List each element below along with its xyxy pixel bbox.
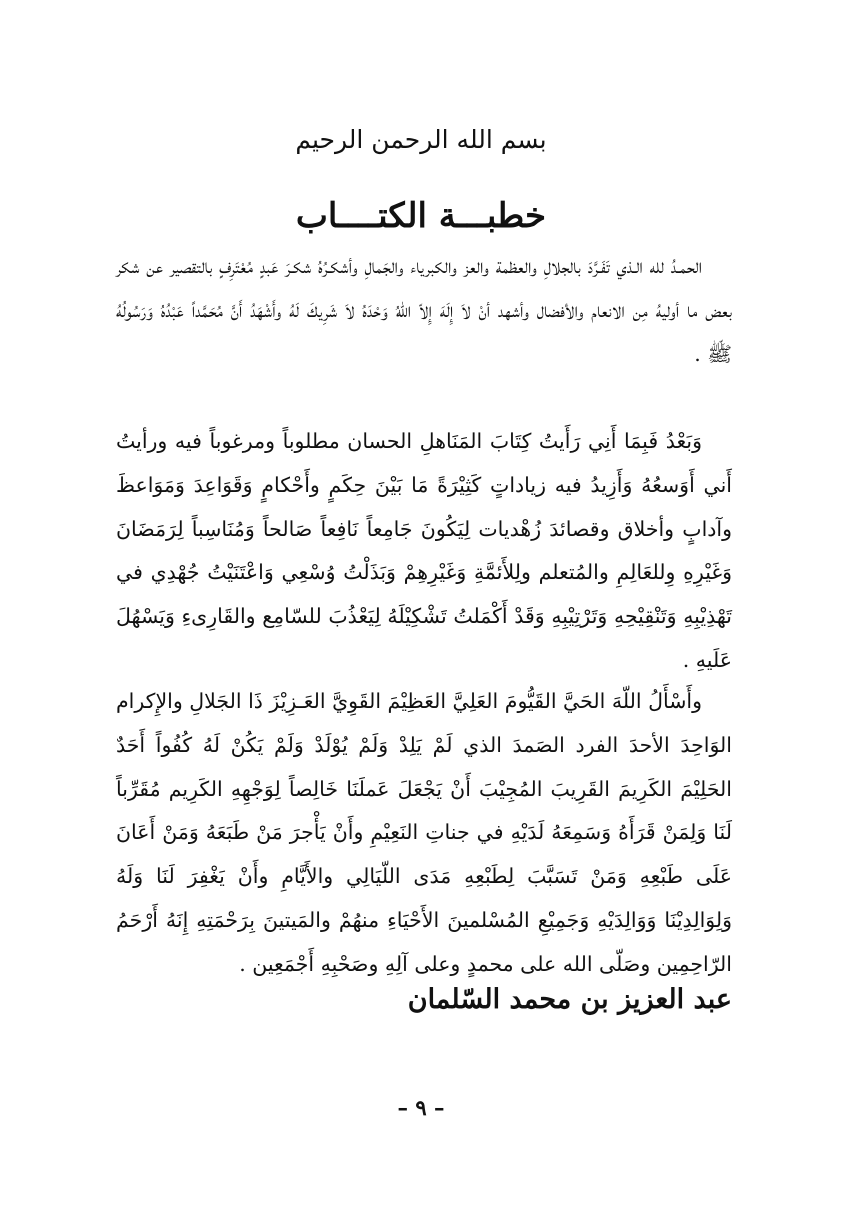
page-title: خطبـــة الكتــــاب — [295, 196, 547, 236]
paragraph-text: وَبَعْدُ فَبِمَا أَنِي رَأَيتُ كِتَابَ المَنَاهلِ الحسان مطلوباً ومرغوباً فيه ورأيتُ أَني أَوَسعُهُ وَأَزِيدُ فيه زياداتٍ كَثِيْرَةً مَا بَيْنَ حِكَمٍ وأَحْكامٍ وَقَوَاعِدَ وَمَوَاعظَ وآدابٍ وأخلاق وقصائدَ زُهْديات لِيَكُونَ جَامِعاً نَافِعاً صَالحاً وَمُنَاسِباً لِرَمَضَانَ وَغَيْرِهِ وِللعَالِمِ والمُتعلم ولِلأَئمَّةِ وَغَيْرِهِمْ وَبَذَلْتُ وُسْعِي وَاعْتَنَيْتُ جُهْدِي في تَهْذِيْبِهِ وَتَنْقِيْحِهِ وَتَرْتِيْبِهِ وَقَدْ أَكْمَلتُ تَشْكِيْلَهُ لِيَعْذُبَ للسّامِع والقَارِىءِ وَيَسْهُلَ عَلَيهِ . — [116, 429, 732, 672]
basmala-line: بسم الله الرحمن الرحيم — [295, 125, 547, 154]
paragraph-praise — [116, 245, 732, 376]
page-number: – ٩ – — [397, 1095, 445, 1120]
paragraph-purpose — [116, 420, 732, 683]
paragraph-text: وأَسْأَلُ اللّهَ الحَيَّ القَيُّومَ العَلِيَّ العَظِيْمَ القَوِيَّ العَـزِيْزَ ذَا الجَلالِ والإِكرام الوَاحِدَ الأحدَ الفرد الصَمدَ الذي لَمْ يَلِدْ وَلَمْ يُوْلَدْ وَلَمْ يَكُنْ لَهُ كُفُواً أَحَدٌ الحَلِيْمَ الكَرِيمَ القَرِيبَ المُجِيْبَ أَنْ يَجْعَلَ عَملَنَا خَالِصاً لِوَجْهِهِ الكَرِيم مُقَرِّباً لَنَا وَلِمَنْ قَرَأَهُ وَسَمِعَهُ لَدَيْهِ في جناتِ النَعِيْمِ وأَنْ يَأْجرَ مَنْ طَبَعَهُ وَمَنْ أَعَانَ عَلَى طَبْعِهِ وَمَنْ تَسَبَّبَ لِطَبْعِهِ مَدَى اللّيَالِي والأَيَّامِ وأَنْ يَغْفِرَ لَنَا وَلَهُ وَلِوَالِدِيْنَا وَوَالِدَيْهِ وَجَمِيْعِ المُسْلمينَ الأَحْيَاءِ منهُمْ والمَيتينَ بِرَحْمَتِهِ إِنَهُ أَرْحَمُ الرّاحِمِين وصَلّى الله على محمدٍ وعلى آلِهِ وصَحْبِهِ أَجْمَعِين . — [115, 689, 732, 976]
author-signature: عبد العزيز بن محمد السّلمان — [407, 984, 732, 1015]
paragraph-supplication — [116, 680, 732, 987]
paragraph-text: الحمـدُ لله الـذي تَفَـرَّدَ بالجلالِ والعظمة والعز والكبرياء والجَمالِ وأشكـرُهُ شكـرَ عَبدٍ مُعْتَرِفٍ بالتقصير عن شكر بعض ما أوليهُ مِن الانعام والأفضال وأشهد أنْ لاَ إِلَهَ إِلاّ اللّهُ وَحْدَهُ لاَ شَرِيكَ لَهُ وأَشْهَدُ أَنَّ مُحَمَّداً عَبْدُهُ وَرَسُولُهُ ﷺ . — [116, 254, 732, 366]
